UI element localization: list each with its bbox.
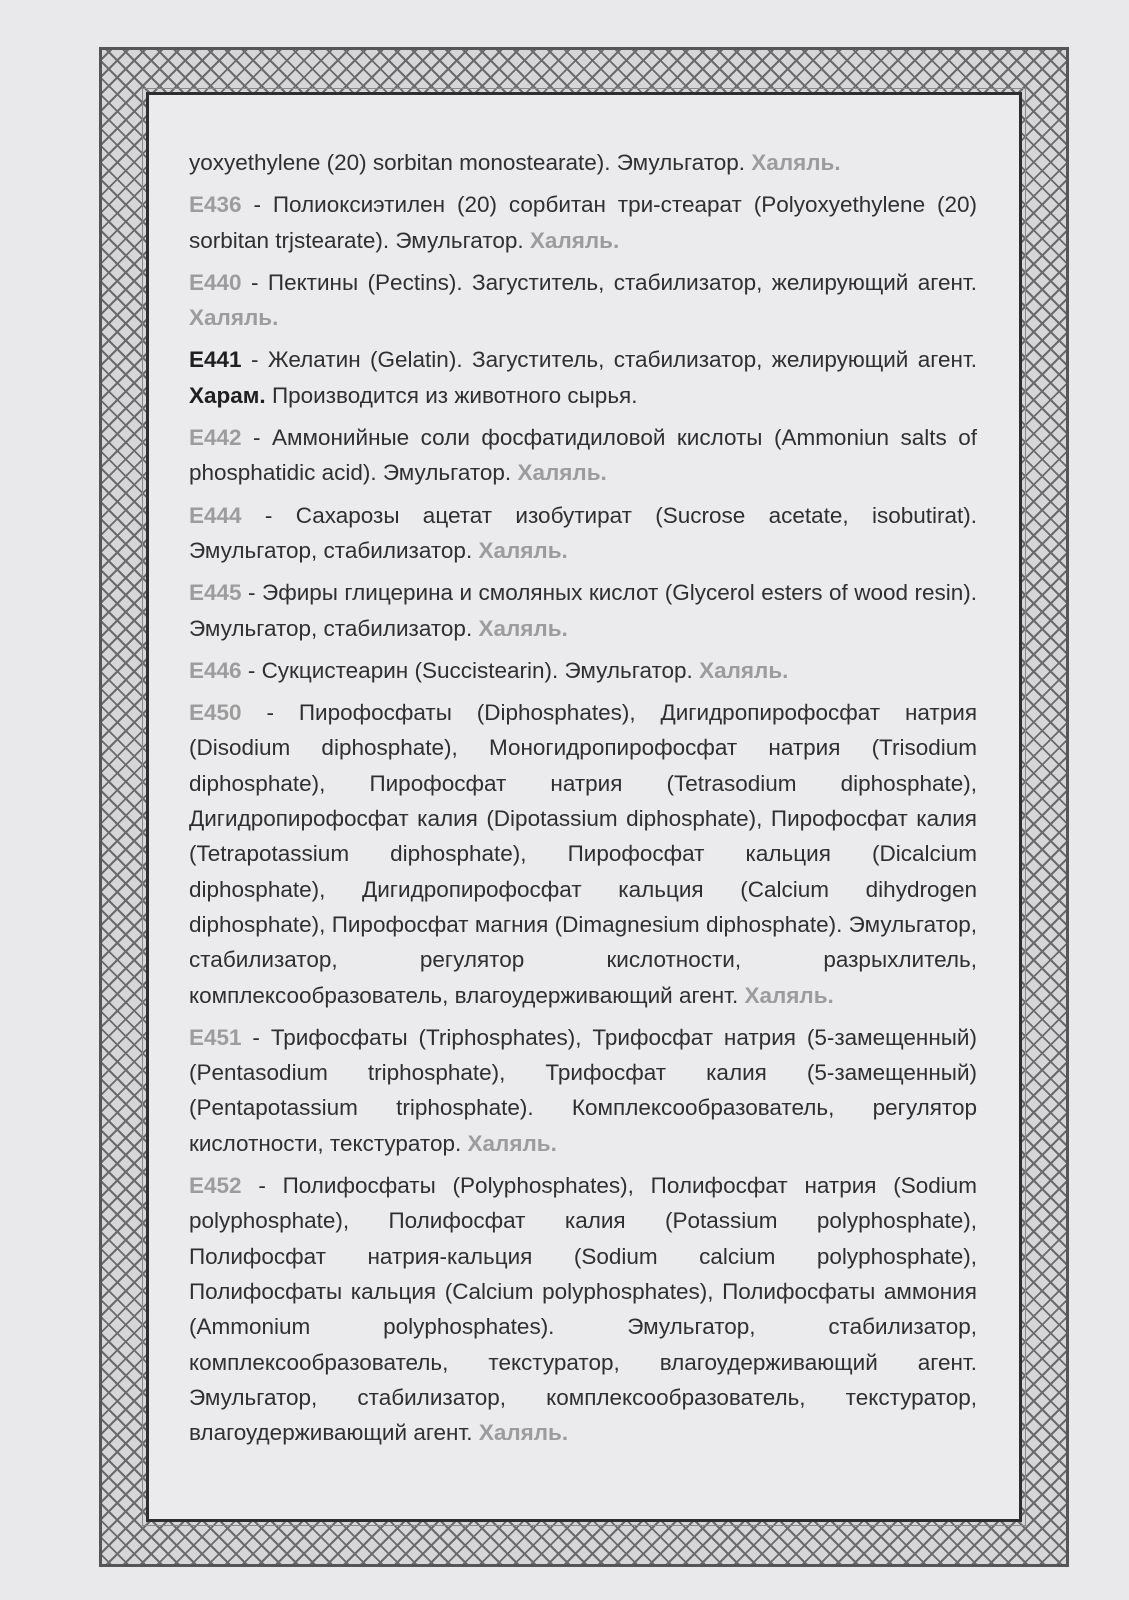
entry-text: Пирофосфаты (Diphosphates), Дигидропирофосфат натрия (Disodium diphosphate), Моногидропирофосфат натрия (Trisodium diphosphate), Пирофосфат натрия (Tetrasodium diphosphate), Дигидропирофосфат калия (Dipotassium diphosphate), Пирофосфат калия (Tetrapotassium diphosphate), Пирофосфат кальция (Dicalcium diphosphate), Дигидропирофосфат кальция (Calcium dihydrogen diphosphate), Пирофосфат магния (Dimagnesium diphosphate). Эмульгатор, стабилизатор, регулятор кислотности, разрыхлитель, комплексообразователь, влагоудерживающий агент.	[189, 700, 977, 1008]
entry-code: E450	[189, 700, 242, 726]
content-frame	[146, 92, 1022, 1522]
entry-code: E440	[189, 269, 242, 295]
entry-text: Сахарозы ацетат изобутират (Sucrose acetate, isobutirat). Эмульгатор, стабилизатор.	[189, 502, 978, 563]
entry-text: Полиоксиэтилен (20) сорбитан три-стеарат (Polyoxyethylene (20) sorbitan trjstearate). Эмульгатор.	[189, 192, 977, 253]
entry-text: Аммонийные соли фосфатидиловой кислоты (Ammoniun salts of phosphatidic acid). Эмульгатор.	[189, 425, 977, 486]
entry-code: E451	[189, 1024, 242, 1050]
entry-code: E446	[189, 657, 242, 683]
entry-text: Сукцистеарин (Succistearin). Эмульгатор.	[261, 657, 693, 683]
entry-code: E445	[189, 580, 242, 606]
text-column	[189, 145, 977, 1457]
status-halal: Халяль.	[751, 150, 841, 175]
entry-text: Полифосфаты (Polyphosphates), Полифосфат натрия (Sodium polyphosphate), Полифосфат калия (Potassium polyphosphate), Полифосфат натрия-кальция (Sodium calcium polyphosphate), Полифосфаты кальция (Calcium polyphosphates), Полифосфаты аммония (Ammonium polyphosphates). Эмульгатор, стабилизатор, комплексообразователь, текстуратор, влагоудерживающий агент. Эмульгатор, стабилизатор, комплексообразователь, текстуратор, влагоудерживающий агент.	[189, 1173, 978, 1446]
entry-text: yoxyethylene (20) sorbitan monostearate). Эмульгатор.	[189, 150, 746, 175]
entry-e446: E446 - Сукцистеарин (Succistearin). Эмульгатор. Халяль.	[189, 657, 789, 683]
entry-code: E441	[189, 347, 242, 373]
status-haram: Харам.	[189, 382, 266, 408]
entry-text: Пектины (Pectins). Загуститель, стабилизатор, желирующий агент.	[267, 269, 977, 295]
status-halal: Халяль.	[517, 460, 607, 486]
entry-code: E436	[189, 192, 242, 218]
status-halal: Халяль.	[478, 537, 568, 563]
entry-text: Трифосфаты (Triphosphates), Трифосфат натрия (5-замещенный) (Pentasodium triphosphate), Трифосфат калия (5-замещенный) (Pentapotassium triphosphate). Комплексообразователь, регулятор кислотности, текстуратор.	[189, 1024, 977, 1156]
entry-note: Производится из животного сырья.	[271, 382, 638, 408]
entry-code: E452	[189, 1173, 242, 1199]
status-halal: Халяль.	[744, 982, 834, 1008]
entry-text: Желатин (Gelatin). Загуститель, стабилизатор, желирующий агент.	[267, 347, 978, 373]
entry-e444: E444 - Сахарозы ацетат изобутират (Sucrose acetate, isobutirat). Эмульгатор, стабилизатор. Халяль.	[189, 502, 978, 563]
status-halal: Халяль.	[529, 227, 620, 253]
entry-e445: E445 - Эфиры глицерина и смоляных кислот (Glycerol esters of wood resin). Эмульгатор, стабилизатор. Халяль.	[189, 580, 977, 641]
status-halal: Халяль.	[699, 657, 789, 683]
entry-continuation	[189, 145, 977, 180]
entry-e451: E451 - Трифосфаты (Triphosphates), Трифосфат натрия (5-замещенный) (Pentasodium triphosphate), Трифосфат калия (5-замещенный) (Pentapotassium triphosphate). Комплексообразователь, регулятор кислотности, текстуратор. Халяль.	[189, 1024, 977, 1156]
entry-code: E444	[189, 502, 242, 528]
entry-e442: E442 - Аммонийные соли фосфатидиловой кислоты (Ammoniun salts of phosphatidic acid). Эмульгатор. Халяль.	[189, 425, 977, 486]
status-halal: Халяль.	[478, 1420, 569, 1446]
status-halal: Халяль.	[189, 305, 279, 331]
ornamental-border	[99, 47, 1069, 1567]
status-halal: Халяль.	[478, 615, 568, 641]
entry-text: Эфиры глицерина и смоляных кислот (Glycerol esters of wood resin). Эмульгатор, стабилизатор.	[189, 580, 977, 641]
entry-e450: E450 - Пирофосфаты (Diphosphates), Дигидропирофосфат натрия (Disodium diphosphate), Моногидропирофосфат натрия (Trisodium diphosphate), Пирофосфат натрия (Tetrasodium diphosphate), Дигидропирофосфат калия (Dipotassium diphosphate), Пирофосфат калия (Tetrapotassium diphosphate), Пирофосфат кальция (Dicalcium diphosphate), Дигидропирофосфат кальция (Calcium dihydrogen diphosphate), Пирофосфат магния (Dimagnesium diphosphate). Эмульгатор, стабилизатор, регулятор кислотности, разрыхлитель, комплексообразователь, влагоудерживающий агент. Халяль.	[189, 700, 977, 1008]
entry-e440: E440 - Пектины (Pectins). Загуститель, стабилизатор, желирующий агент. Халяль.	[189, 269, 977, 331]
entry-code: E442	[189, 425, 242, 451]
status-halal: Халяль.	[467, 1130, 557, 1156]
entry-e441: E441 - Желатин (Gelatin). Загуститель, стабилизатор, желирующий агент. Харам. Производится из животного сырья.	[189, 347, 978, 408]
entry-e452: E452 - Полифосфаты (Polyphosphates), Полифосфат натрия (Sodium polyphosphate), Полифосфат калия (Potassium polyphosphate), Полифосфат натрия-кальция (Sodium calcium polyphosphate), Полифосфаты кальция (Calcium polyphosphates), Полифосфаты аммония (Ammonium polyphosphates). Эмульгатор, стабилизатор, комплексообразователь, текстуратор, влагоудерживающий агент. Эмульгатор, стабилизатор, комплексообразователь, текстуратор, влагоудерживающий агент. Халяль.	[189, 1173, 978, 1446]
entry-e436: E436 - Полиоксиэтилен (20) сорбитан три-стеарат (Polyoxyethylene (20) sorbitan trjstearate). Эмульгатор. Халяль.	[189, 192, 977, 253]
